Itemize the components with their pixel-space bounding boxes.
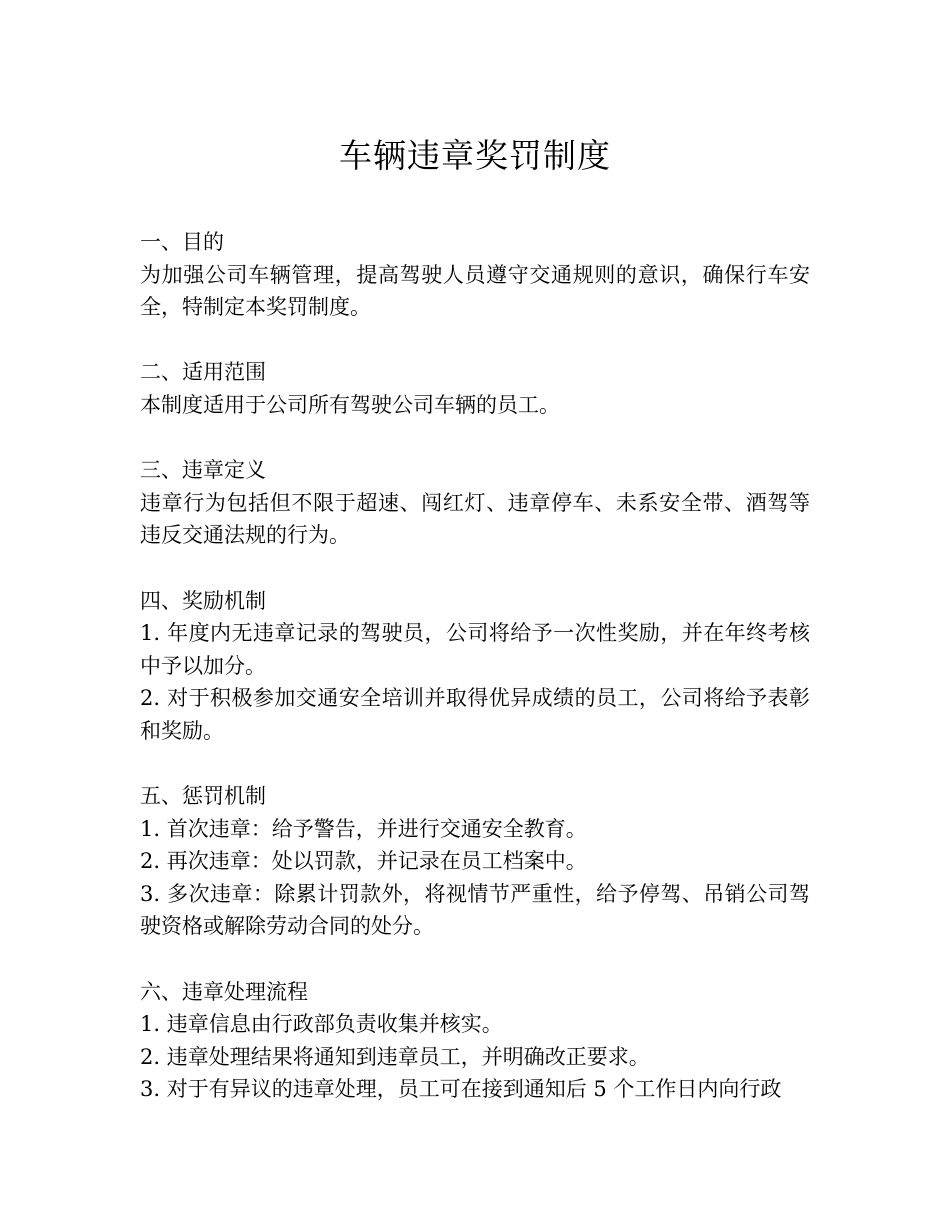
section-heading: 六、违章处理流程 — [140, 979, 308, 1004]
section-scope — [140, 356, 810, 421]
list-item: 1. 违章信息由行政部负责收集并核实。 — [140, 1012, 503, 1037]
document-body — [140, 226, 810, 1139]
section-heading: 三、违章定义 — [140, 458, 266, 483]
section-paragraph: 违章行为包括但不限于超速、闯红灯、违章停车、未系安全带、酒驾等违反交通法规的行为。 — [140, 490, 810, 548]
section-procedure — [140, 976, 810, 1106]
section-paragraph: 本制度适用于公司所有驾驶公司车辆的员工。 — [140, 392, 560, 417]
list-item: 2. 违章处理结果将通知到违章员工，并明确改正要求。 — [140, 1044, 650, 1069]
section-definition — [140, 454, 810, 552]
section-rewards — [140, 585, 810, 748]
list-item: 3. 多次违章：除累计罚款外，将视情节严重性，给予停驾、吊销公司驾驶资格或解除劳动合同的处分。 — [140, 881, 810, 939]
document-title: 车辆违章奖罚制度 — [339, 136, 611, 175]
section-purpose — [140, 226, 810, 324]
section-penalties — [140, 780, 810, 943]
section-heading: 一、目的 — [140, 230, 224, 254]
list-item: 2. 再次违章：处以罚款，并记录在员工档案中。 — [140, 849, 587, 874]
list-item: 1. 首次违章：给予警告，并进行交通安全教育。 — [140, 816, 587, 841]
section-paragraph: 为加强公司车辆管理，提高驾驶人员遵守交通规则的意识，确保行车安全，特制定本奖罚制度。 — [140, 262, 810, 320]
list-item: 2. 对于积极参加交通安全培训并取得优异成绩的员工，公司将给予表彰和奖励。 — [140, 686, 810, 743]
section-heading: 二、适用范围 — [140, 360, 266, 385]
section-heading: 五、惩罚机制 — [140, 784, 266, 809]
list-item: 3. 对于有异议的违章处理，员工可在接到通知后 5 个工作日内向行政 — [140, 1077, 782, 1102]
section-heading: 四、奖励机制 — [140, 588, 266, 613]
list-item: 1. 年度内无违章记录的驾驶员，公司将给予一次性奖励，并在年终考核中予以加分。 — [140, 621, 810, 678]
